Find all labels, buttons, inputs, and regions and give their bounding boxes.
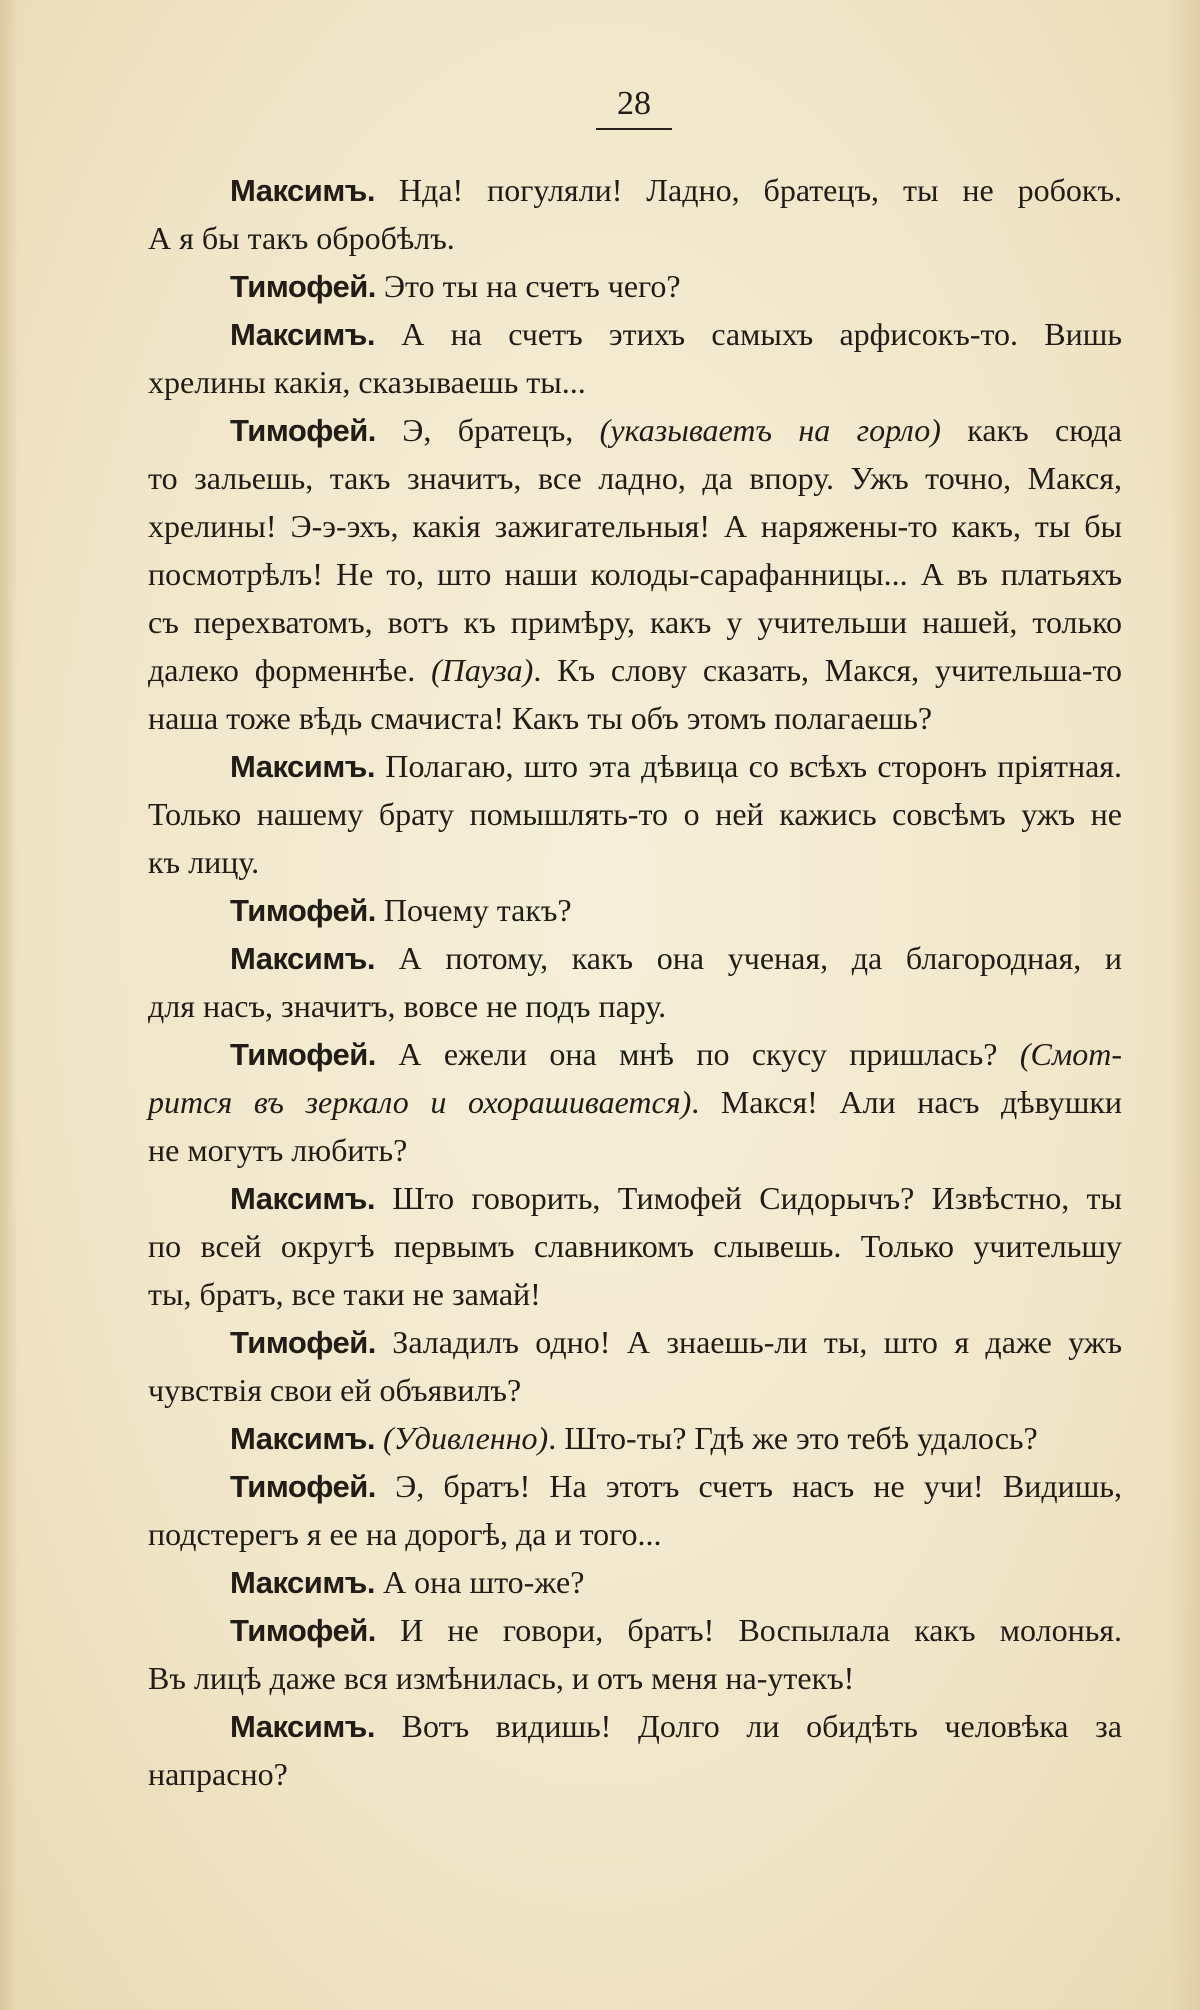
text-line xyxy=(148,166,1122,214)
speaker-name: Максимъ. xyxy=(230,173,375,208)
text-line xyxy=(148,1030,1122,1078)
text-line xyxy=(148,1510,1122,1558)
text-line xyxy=(148,550,1122,598)
speaker-name: Тимофей. xyxy=(230,269,376,304)
text-line xyxy=(148,982,1122,1030)
text-line xyxy=(148,1462,1122,1510)
text-line xyxy=(148,1318,1122,1366)
dialogue-text: по всей округѣ первымъ славникомъ слывешь. Только учительшу xyxy=(148,1228,1122,1264)
dialogue-text: чувствія свои ей объявилъ? xyxy=(148,1372,522,1408)
dialogue-text: не могутъ любить? xyxy=(148,1132,408,1168)
dialogue-text: . Къ слову сказать, Макся, учительша-то xyxy=(533,652,1123,688)
speaker-name: Тимофей. xyxy=(230,1325,376,1360)
page-edge-right xyxy=(1170,0,1200,2010)
dialogue-text: . Макся! Али насъ дѣвушки xyxy=(691,1084,1122,1120)
dialogue-text: И не говори, братъ! Воспылала какъ молонья. xyxy=(375,1612,1122,1648)
dialogue-text: ты, братъ, все таки не замай! xyxy=(148,1276,541,1312)
dialogue-paragraph xyxy=(148,1462,1122,1558)
dialogue-text: для насъ, значитъ, вовсе не подъ пару. xyxy=(148,988,667,1024)
speaker-name: Максимъ. xyxy=(230,1421,375,1456)
dialogue-paragraph xyxy=(148,1174,1122,1318)
dialogue-paragraph xyxy=(148,1606,1122,1702)
stage-direction: (указываетъ на горло) xyxy=(599,412,941,448)
dialogue-text: Это ты на счетъ чего? xyxy=(375,268,681,304)
speaker-name: Максимъ. xyxy=(230,1565,375,1600)
dialogue-paragraph xyxy=(148,1558,1122,1606)
text-line xyxy=(148,1702,1122,1750)
text-line xyxy=(148,406,1122,454)
text-line xyxy=(148,886,1122,934)
dialogue-text: наша тоже вѣдь смачиста! Какъ ты объ этомъ полагаешь? xyxy=(148,700,933,736)
dialogue-paragraph xyxy=(148,262,1122,310)
text-line xyxy=(148,262,1122,310)
text-line xyxy=(148,646,1122,694)
dialogue-text: А я бы такъ обробѣлъ. xyxy=(148,220,455,256)
dialogue-text: А она што-же? xyxy=(375,1564,585,1600)
dialogue-paragraph xyxy=(148,1030,1122,1174)
stage-direction: (Удивленно) xyxy=(383,1420,549,1456)
dialogue-text: къ лицу. xyxy=(148,844,260,880)
stage-direction: (Пауза) xyxy=(431,652,534,688)
dialogue-text: Заладилъ одно! А знаешь-ли ты, што я даже ужъ xyxy=(375,1324,1122,1360)
text-line xyxy=(148,454,1122,502)
dialogue-text: А на счетъ этихъ самыхъ арфисокъ-то. Вишь xyxy=(375,316,1122,352)
play-text xyxy=(148,166,1122,1798)
dialogue-text: Што говорить, Тимофей Сидорычъ? Извѣстно, ты xyxy=(375,1180,1122,1216)
dialogue-paragraph xyxy=(148,886,1122,934)
dialogue-paragraph xyxy=(148,1318,1122,1414)
text-line xyxy=(148,934,1122,982)
text-line xyxy=(148,790,1122,838)
text-line xyxy=(148,502,1122,550)
dialogue-text: А потому, какъ она ученая, да благородная, и xyxy=(375,940,1122,976)
page-edge-left xyxy=(0,0,18,2010)
dialogue-text: посмотрѣлъ! Не то, што наши колоды-сарафанницы... А въ платьяхъ xyxy=(148,556,1122,592)
dialogue-text: Э, братецъ, xyxy=(375,412,600,448)
dialogue-text: съ перехватомъ, вотъ къ примѣру, какъ у учительши нашей, только xyxy=(148,604,1122,640)
text-line xyxy=(148,1414,1122,1462)
text-line xyxy=(148,1750,1122,1798)
speaker-name: Максимъ. xyxy=(230,1709,375,1744)
dialogue-text: то зальешь, такъ значитъ, все ладно, да впору. Ужъ точно, Макся, xyxy=(148,460,1122,496)
dialogue-text: Полагаю, што эта дѣвица со всѣхъ сторонъ пріятная. xyxy=(375,748,1122,784)
text-line xyxy=(148,1174,1122,1222)
text-line xyxy=(148,1558,1122,1606)
text-line xyxy=(148,1078,1122,1126)
dialogue-paragraph xyxy=(148,310,1122,406)
speaker-name: Тимофей. xyxy=(230,893,376,928)
text-line xyxy=(148,1222,1122,1270)
dialogue-paragraph xyxy=(148,742,1122,886)
speaker-name: Максимъ. xyxy=(230,1181,375,1216)
text-line xyxy=(148,1270,1122,1318)
dialogue-text: напрасно? xyxy=(148,1756,288,1792)
dialogue-text: хрелины! Э-э-эхъ, какія зажигательныя! А наряжены-то какъ, ты бы xyxy=(148,508,1122,544)
text-line xyxy=(148,598,1122,646)
dialogue-paragraph xyxy=(148,1702,1122,1798)
text-line xyxy=(148,838,1122,886)
dialogue-text: Почему такъ? xyxy=(375,892,572,928)
dialogue-text: Только нашему брату помышлять-то о ней кажись совсѣмъ ужъ не xyxy=(148,796,1122,832)
dialogue-text: А ежели она мнѣ по скусу пришлась? xyxy=(375,1036,1020,1072)
speaker-name: Тимофей. xyxy=(230,1037,376,1072)
dialogue-text xyxy=(375,1420,383,1456)
text-line xyxy=(148,1606,1122,1654)
speaker-name: Тимофей. xyxy=(230,1469,376,1504)
dialogue-text: подстерегъ я ее на дорогѣ, да и того... xyxy=(148,1516,662,1552)
dialogue-paragraph xyxy=(148,406,1122,742)
page-number: 28 xyxy=(617,85,651,122)
dialogue-text: хрелины какія, сказываешь ты... xyxy=(148,364,586,400)
text-line xyxy=(148,358,1122,406)
text-line xyxy=(148,694,1122,742)
text-line xyxy=(148,310,1122,358)
dialogue-paragraph xyxy=(148,1414,1122,1462)
page-number-rule xyxy=(596,128,672,130)
speaker-name: Максимъ. xyxy=(230,749,375,784)
text-line xyxy=(148,214,1122,262)
dialogue-text: Въ лицѣ даже вся измѣнилась, и отъ меня на-утекъ! xyxy=(148,1660,855,1696)
stage-direction: (Смот- xyxy=(1019,1036,1122,1072)
dialogue-text: Вотъ видишь! Долго ли обидѣть человѣка за xyxy=(375,1708,1122,1744)
speaker-name: Тимофей. xyxy=(230,1613,376,1648)
dialogue-text: какъ сюда xyxy=(940,412,1122,448)
stage-direction: рится въ зеркало и охорашивается) xyxy=(148,1084,692,1120)
speaker-name: Тимофей. xyxy=(230,413,376,448)
dialogue-text: Э, братъ! На этотъ счетъ насъ не учи! Видишь, xyxy=(375,1468,1122,1504)
speaker-name: Максимъ. xyxy=(230,941,375,976)
dialogue-text: далеко форменнѣе. xyxy=(148,652,432,688)
text-line xyxy=(148,1654,1122,1702)
text-line xyxy=(148,742,1122,790)
dialogue-paragraph xyxy=(148,166,1122,262)
dialogue-text: . Што-ты? Гдѣ же это тебѣ удалось? xyxy=(548,1420,1038,1456)
text-line xyxy=(148,1126,1122,1174)
speaker-name: Максимъ. xyxy=(230,317,375,352)
dialogue-text: Нда! погуляли! Ладно, братецъ, ты не робокъ. xyxy=(375,172,1122,208)
text-line xyxy=(148,1366,1122,1414)
dialogue-paragraph xyxy=(148,934,1122,1030)
